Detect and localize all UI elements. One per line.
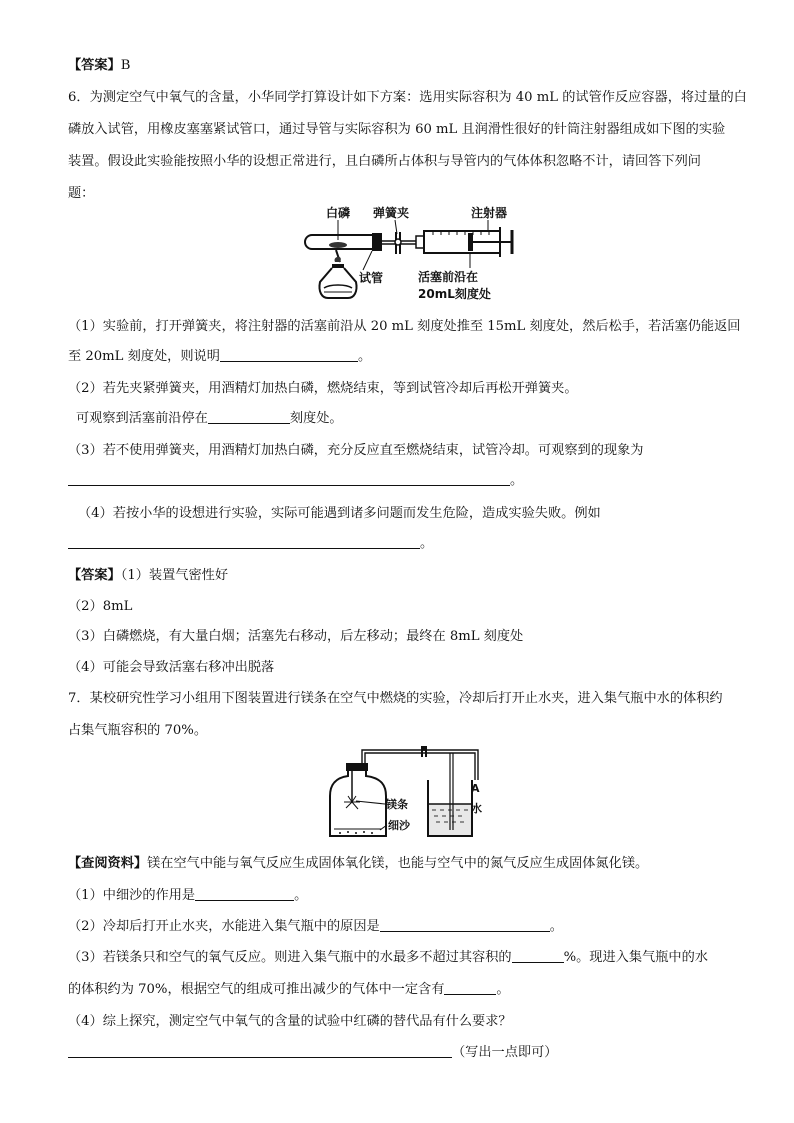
q6-sub3-blank[interactable] — [68, 472, 510, 486]
label-piston-position-1: 活塞前沿在 — [418, 270, 479, 284]
q6-sub2-blank[interactable] — [208, 410, 290, 424]
answer-tag: 【答案】 — [68, 58, 121, 73]
q6-stem-line-4: 题： — [68, 186, 95, 201]
q6-answer-1 — [68, 567, 228, 585]
q6-sub4-end: 。 — [420, 536, 434, 551]
q7-sub2-blank[interactable] — [380, 918, 550, 932]
info-text: 镁在空气中能与氧气反应生成固体氧化镁，也能与空气中的氮气反应生成固体氮化镁。 — [147, 856, 649, 871]
q5-answer — [68, 57, 130, 75]
q7-sub1-blank[interactable] — [195, 887, 294, 901]
q7-info — [68, 855, 648, 873]
alcohol-lamp — [319, 250, 356, 298]
q7-sub2 — [68, 918, 563, 936]
label-syringe: 注射器 — [471, 206, 508, 220]
label-phosphorus: 白磷 — [326, 206, 351, 220]
q6-sub1-line-2 — [68, 348, 371, 366]
q6-sub1-text: 至 20mL 刻度处，则说明 — [68, 349, 220, 364]
q7-sub3-text-b: %。现进入集气瓶中的水 — [563, 950, 708, 965]
q7-sub4-line-1: （4）综上探究，测定空气中氧气的含量的试验中红磷的替代品有什么要求？ — [68, 1014, 512, 1029]
q6-sub2-suffix: 刻度处。 — [289, 411, 343, 426]
q7-sub3-line-2 — [68, 981, 510, 999]
q7-sub3-blank-1[interactable] — [512, 949, 564, 963]
q7-sub4-line-2 — [68, 1044, 558, 1062]
label-fine-sand: 细沙 — [388, 819, 410, 832]
answer-text: （1）装置气密性好 — [120, 568, 229, 583]
q7-sub3-text-a: （3）若镁条只和空气的氧气反应。则进入集气瓶中的水最多不超过其容积的 — [68, 950, 512, 965]
label-magnesium: 镁条 — [386, 798, 408, 811]
q6-sub3-line-1: （3）若不使用弹簧夹，用酒精灯加热白磷，充分反应直至燃烧结束，试管冷却。可观察到的现象为 — [68, 443, 644, 458]
q6-sub1-blank[interactable] — [220, 348, 358, 362]
q7-sub2-end: 。 — [549, 919, 563, 934]
beaker — [428, 753, 472, 836]
spring-clamp — [395, 232, 401, 254]
q7-sub2-text: （2）冷却后打开止水夹，水能进入集气瓶中的原因是 — [68, 919, 380, 934]
q6-sub2-line-2 — [76, 410, 343, 428]
q7-stem-line-1: 7．某校研究性学习小组用下图装置进行镁条在空气中燃烧的实验，冷却后打开止水夹，进入集气瓶中水的体积约 — [68, 691, 723, 706]
q6-answer-4: （4）可能会导致活塞右移冲出脱落 — [68, 660, 275, 675]
q7-sub3-blank-2[interactable] — [444, 981, 496, 995]
q7-sub1-text: （1）中细沙的作用是 — [68, 888, 196, 903]
q7-sub1 — [68, 887, 307, 905]
water-stop-clamp — [421, 746, 427, 757]
q7-sub1-end: 。 — [294, 888, 308, 903]
syringe — [416, 227, 512, 257]
q6-sub3-end: 。 — [510, 473, 524, 488]
q6-sub4-line-2 — [68, 535, 433, 553]
label-piston-position-2: 20mL刻度处 — [418, 287, 491, 301]
label-a: A — [471, 782, 480, 795]
rubber-stopper — [372, 233, 382, 251]
magnesium-combustion-apparatus-figure — [326, 746, 482, 844]
q6-sub1-line-1: （1）实验前，打开弹簧夹，将注射器的活塞前沿从 20 mL 刻度处推至 15mL 刻度处，然后松手，若活塞仍能返回 — [68, 319, 741, 334]
q6-answer-2: （2）8mL — [68, 599, 133, 614]
q7-sub3-line-1 — [68, 949, 708, 967]
info-tag: 【查阅资料】 — [68, 856, 148, 871]
q7-sub3-end: 。 — [496, 982, 510, 997]
q6-stem-line-1: 6．为测定空气中氧气的含量，小华同学打算设计如下方案：选用实际容积为 40 mL 的试管作反应容器，将过量的白 — [68, 90, 747, 105]
q7-sub4-blank[interactable] — [68, 1044, 452, 1058]
phosphorus-syringe-apparatus-figure — [298, 204, 523, 304]
answer-value: B — [120, 58, 131, 73]
q6-sub2-line-1: （2）若先夹紧弹簧夹，用酒精灯加热白磷，燃烧结束，等到试管冷却后再松开弹簧夹。 — [68, 381, 578, 396]
q6-sub4-line-1: （4）若按小华的设想进行实验，实际可能遇到诸多问题而发生危险，造成实验失败。例如 — [78, 506, 601, 521]
label-water: 水 — [471, 802, 482, 815]
answer-tag: 【答案】 — [68, 568, 121, 583]
q6-stem-line-2: 磷放入试管，用橡皮塞塞紧试管口，通过导管与实际容积为 60 mL 且润滑性很好的针筒注射器组成如下图的实验 — [68, 122, 726, 137]
q6-answer-3: （3）白磷燃烧，有大量白烟；活塞先右移动，后左移动；最终在 8mL 刻度处 — [68, 629, 524, 644]
q6-stem-line-3: 装置。假设此实验能按照小华的设想正常进行，且白磷所占体积与导管内的气体体积忽略不计，请回答下列问 — [68, 154, 701, 169]
q7-sub4-hint: （写出一点即可） — [452, 1045, 558, 1060]
q6-sub2-text: 可观察到活塞前沿停在 — [76, 411, 208, 426]
glass-tube — [362, 750, 478, 780]
label-spring-clamp: 弹簧夹 — [373, 206, 410, 220]
label-test-tube: 试管 — [359, 271, 384, 285]
q6-sub3-line-2 — [68, 472, 523, 490]
q7-stem-line-2: 占集气瓶容积的 70%。 — [68, 723, 208, 738]
q7-sub3-text-c: 的体积约为 70%，根据空气的组成可推出减少的气体中一定含有 — [68, 982, 445, 997]
q6-sub1-end: 。 — [357, 349, 372, 364]
gas-bottle — [330, 763, 386, 836]
q6-sub4-blank[interactable] — [68, 535, 420, 549]
